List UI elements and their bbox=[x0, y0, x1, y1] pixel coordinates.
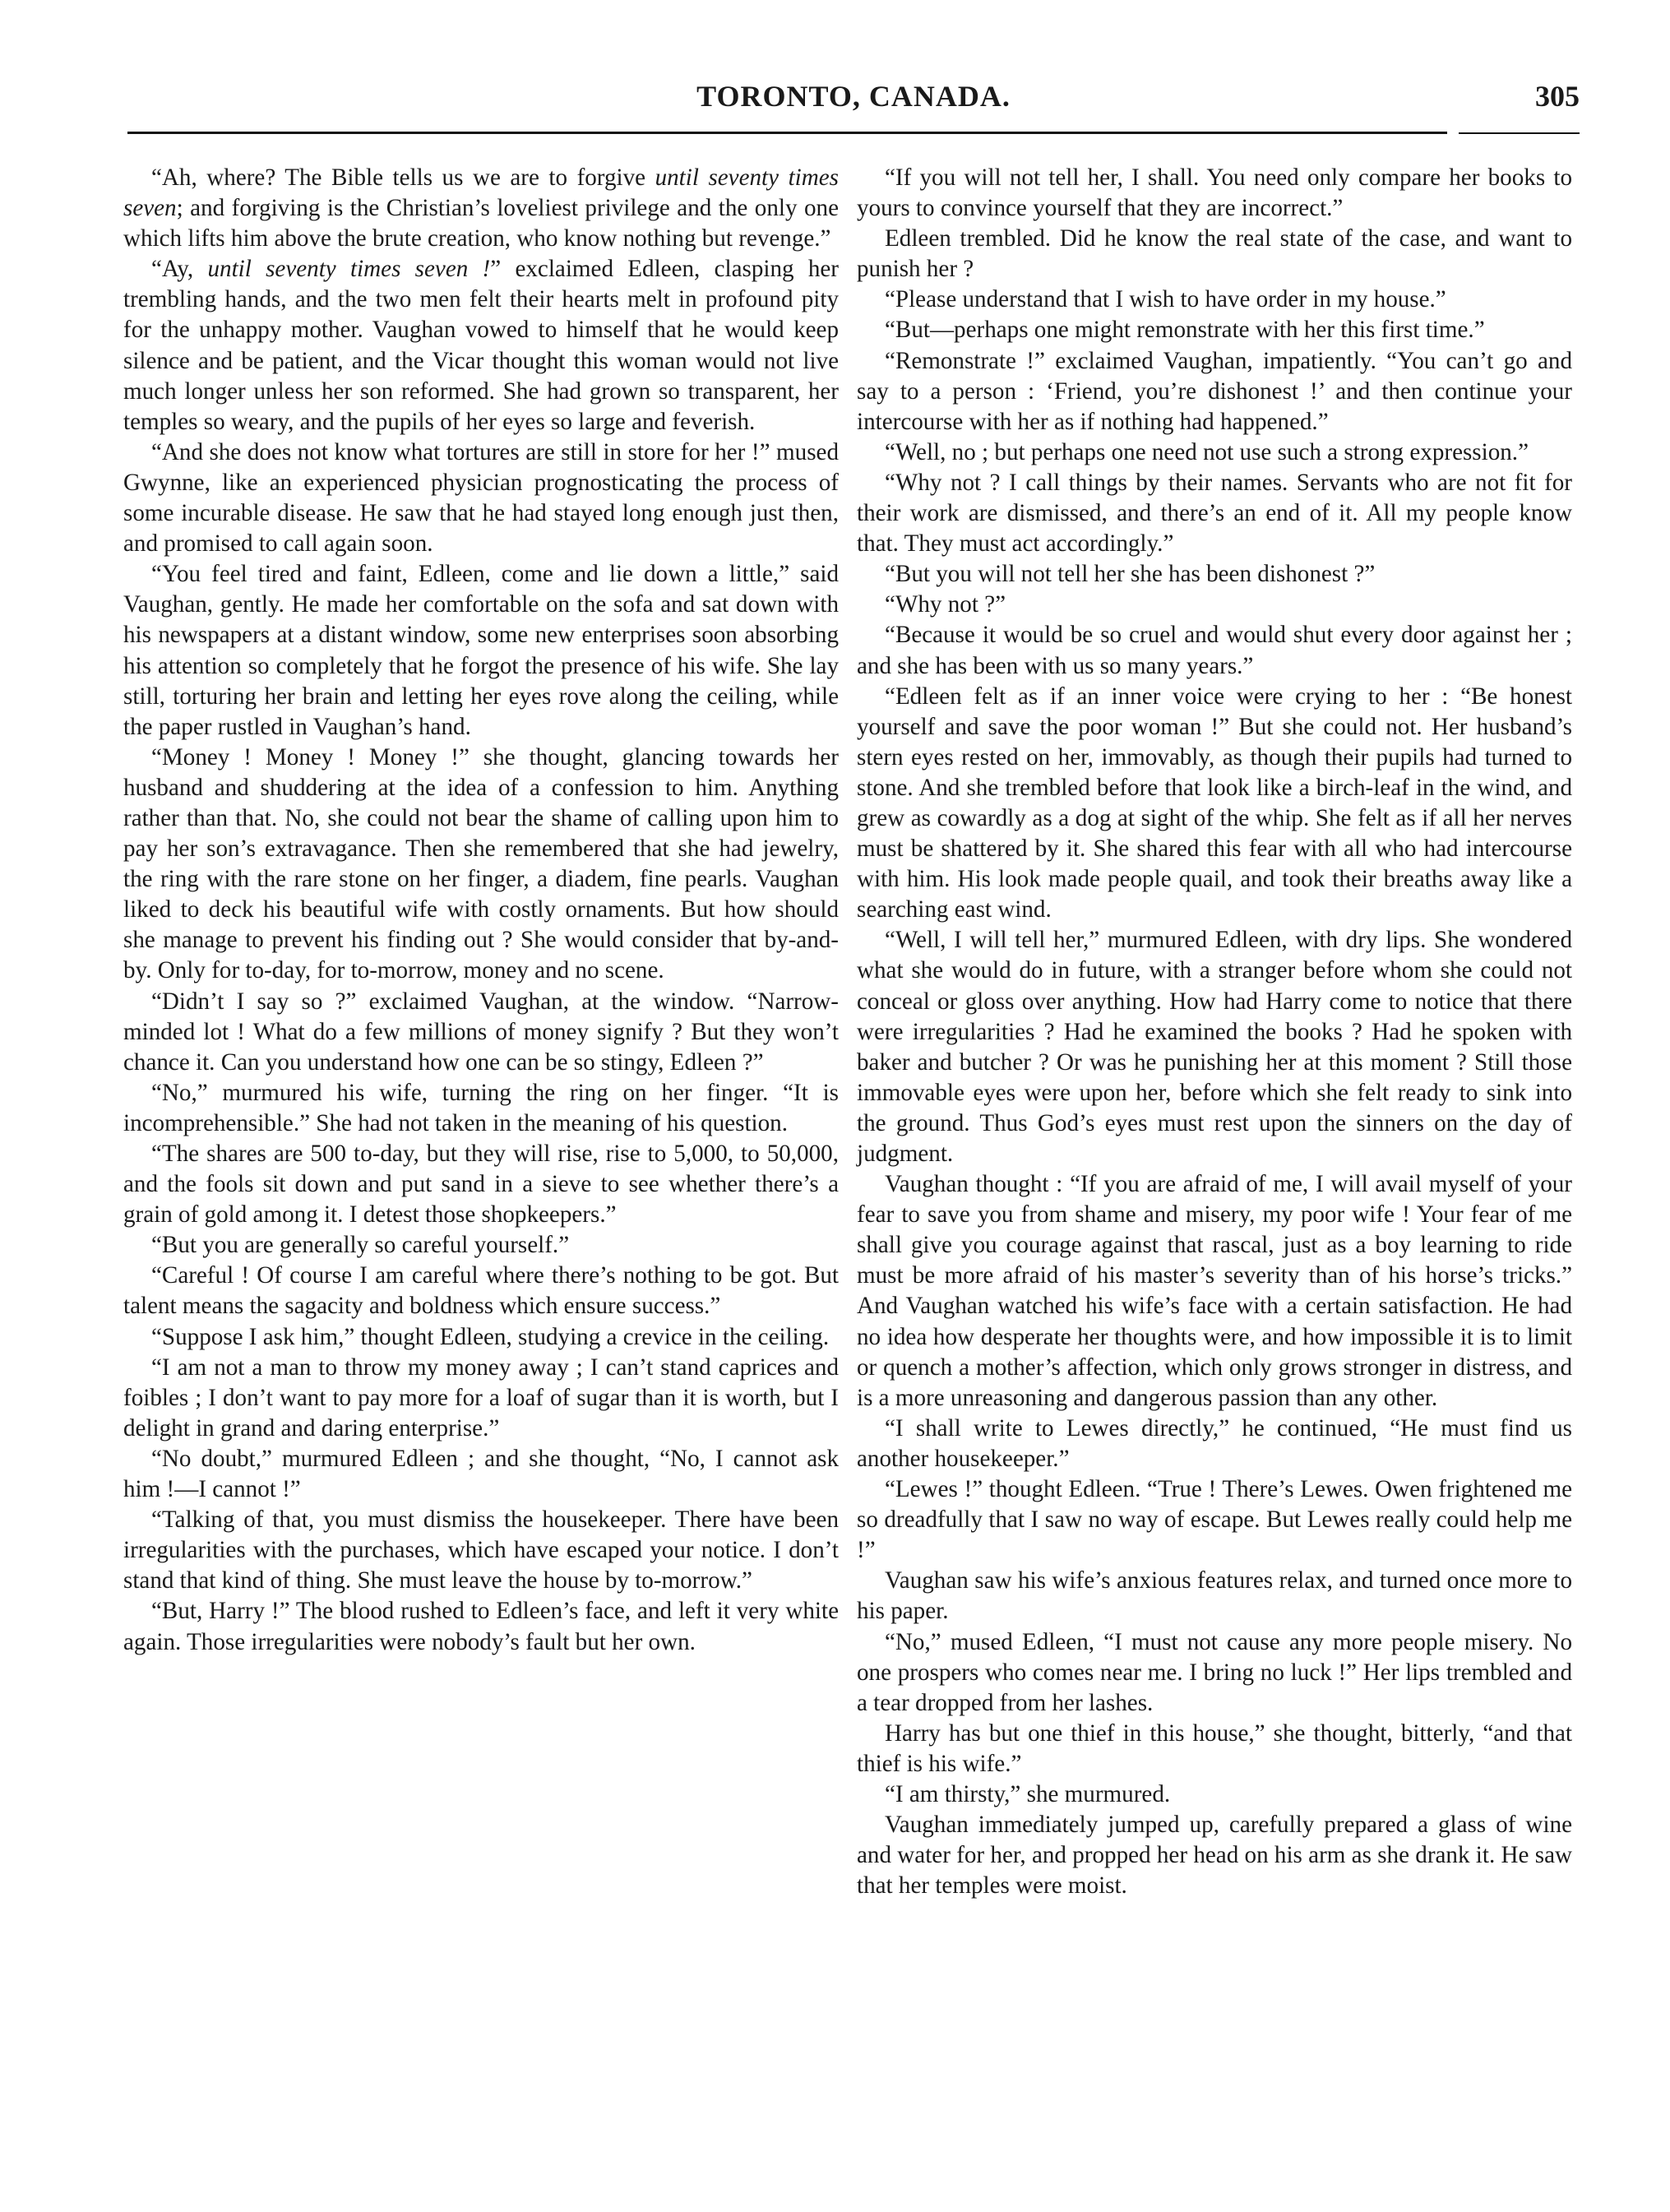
right-column bbox=[857, 163, 1572, 1901]
paragraph-text: “And she does not know what tortures are still in store for her !” mused Gwynne, like an experienced physician prognosticating the process of some incurable disease. He saw that he had stayed long enough just then, and promised to call again soon. bbox=[123, 438, 839, 558]
paragraph-text: “Please understand that I wish to have order in my house.” bbox=[885, 286, 1446, 313]
paragraph bbox=[857, 590, 1572, 620]
paragraph bbox=[857, 315, 1572, 345]
paragraph-text: Vaughan saw his wife’s anxious features relax, and turned once more to his paper. bbox=[857, 1567, 1572, 1625]
paragraph bbox=[857, 682, 1572, 926]
paragraph bbox=[857, 163, 1572, 224]
paragraph bbox=[857, 1779, 1572, 1810]
paragraph bbox=[123, 743, 839, 987]
paragraph-text: “Suppose I ask him,” thought Edleen, studying a crevice in the ceiling. bbox=[151, 1323, 830, 1350]
paragraph bbox=[857, 468, 1572, 559]
paragraph-text: “Why not ?” bbox=[885, 591, 1006, 618]
paragraph bbox=[857, 1169, 1572, 1414]
paragraph-text: “But you are generally so careful yourself.” bbox=[151, 1232, 570, 1259]
paragraph-text: “I am not a man to throw my money away ; I can’t stand caprices and foibles ; I don’t want to pay more for a loaf of sugar than it is worth, but I delight in grand and daring enterprise.” bbox=[123, 1354, 839, 1442]
paragraph bbox=[857, 346, 1572, 437]
paragraph bbox=[123, 1505, 839, 1596]
paragraph-text: “The shares are 500 to-day, but they will rise, rise to 5,000, to 50,000, and the fools sit down and put sand in a sieve to see whether there’s a grain of gold among it. I detest those shopkeepers.” bbox=[123, 1141, 839, 1229]
paragraph-text: Vaughan thought : “If you are afraid of me, I will avail myself of your fear to save you from shame and misery, my poor wife ! Your fear of me shall give you courage against that rascal, just as a boy learning to ride must be more afraid of his master’s severity than of his horse’s tricks.” And Vaughan watched his wife’s face with a certain satisfaction. He had no idea how desperate her thoughts were, and how impossible it is to limit or quench a mother’s affection, which only grows stronger in distress, and is a more unreasoning and dangerous passion than any other. bbox=[857, 1171, 1572, 1411]
page-number: 305 bbox=[1535, 80, 1580, 113]
left-column bbox=[123, 163, 839, 1658]
paragraph-text: ” exclaimed Edleen, clasping her trembling hands, and the two men felt their hearts melt in profound pity for the unhappy mother. Vaughan vowed to himself that he would keep silence and be patient, and the Vicar thought this woman would not live much longer unless her son reformed. She had grown so transparent, her temples so weary, and the pupils of her eyes so large and feverish. bbox=[123, 256, 839, 435]
paragraph-text: “No doubt,” murmured Edleen ; and she thought, “No, I cannot ask him !—I cannot !” bbox=[123, 1445, 839, 1503]
paragraph bbox=[857, 1719, 1572, 1779]
paragraph-text: “I am thirsty,” she murmured. bbox=[885, 1780, 1171, 1807]
paragraph bbox=[123, 1322, 839, 1353]
paragraph-text: ; and forgiving is the Christian’s loveliest privilege and the only one which lifts him above the brute creation, who know nothing but revenge.” bbox=[123, 195, 839, 252]
paragraph bbox=[857, 1414, 1572, 1474]
italic-text: until seventy times seven bbox=[123, 164, 839, 222]
paragraph bbox=[857, 437, 1572, 468]
paragraph bbox=[123, 254, 839, 437]
paragraph bbox=[857, 285, 1572, 315]
paragraph-text: “Careful ! Of course I am careful where there’s nothing to be got. But talent means the sagacity and boldness which ensure success.” bbox=[123, 1262, 839, 1320]
paragraph-text: “Remonstrate !” exclaimed Vaughan, impatiently. “You can’t go and say to a person : ‘Friend, you’re dishonest !’ and then continue your intercourse with her as if nothing had happened.” bbox=[857, 347, 1572, 435]
header-rule bbox=[127, 132, 1447, 134]
paragraph-text: “You feel tired and faint, Edleen, come and lie down a little,” said Vaughan, gently. He made her comfortable on the sofa and sat down with his newspapers at a distant window, some new enterprises soon absorbing his attention so completely that he forgot the presence of his wife. She lay still, torturing her brain and letting her eyes rove along the ceiling, while the paper rustled in Vaughan’s hand. bbox=[123, 561, 839, 740]
paragraph-text: Harry has but one thief in this house,” she thought, bitterly, “and that thief is his wife.” bbox=[857, 1719, 1572, 1777]
paragraph bbox=[857, 1474, 1572, 1566]
paragraph bbox=[857, 1627, 1572, 1719]
paragraph-text: “Because it would be so cruel and would shut every door against her ; and she has been with us so many years.” bbox=[857, 622, 1572, 679]
paragraph-text: “I shall write to Lewes directly,” he continued, “He must find us another housekeeper.” bbox=[857, 1414, 1572, 1472]
paragraph-text: Vaughan immediately jumped up, carefully prepared a glass of wine and water for her, and propped her head on his arm as she drank it. He saw that her temples were moist. bbox=[857, 1812, 1572, 1900]
paragraph bbox=[123, 987, 839, 1078]
paragraph bbox=[123, 1230, 839, 1261]
paragraph bbox=[123, 1139, 839, 1230]
paragraph bbox=[123, 1596, 839, 1657]
paragraph bbox=[857, 925, 1572, 1169]
paragraph bbox=[857, 1810, 1572, 1901]
paragraph-text: “Didn’t I say so ?” exclaimed Vaughan, at the window. “Narrow-minded lot ! What do a few millions of money signify ? But they won’t chance it. Can you understand how one can be so stingy, Edleen ?” bbox=[123, 988, 839, 1076]
paragraph bbox=[123, 1444, 839, 1505]
paragraph-text: “Well, no ; but perhaps one need not use such a strong expression.” bbox=[885, 438, 1529, 465]
paragraph-text: “But you will not tell her she has been dishonest ?” bbox=[885, 561, 1376, 588]
paragraph-text: “Money ! Money ! Money !” she thought, glancing towards her husband and shuddering at the idea of a confession to him. Anything rather than that. No, she could not bear the shame of calling upon him to pay her son’s extravagance. Then she remembered that she had jewelry, the ring with the rare stone on her finger, a diadem, fine pearls. Vaughan liked to deck his beautiful wife with costly ornaments. But how should she manage to prevent his finding out ? She would consider that by-and-by. Only for to-day, for to-morrow, money and no scene. bbox=[123, 743, 839, 984]
paragraph bbox=[123, 163, 839, 254]
running-title: TORONTO, CANADA. bbox=[696, 80, 1011, 113]
paragraph-text: “Well, I will tell her,” murmured Edleen, with dry lips. She wondered what she would do in future, with a stranger before whom she could not conceal or gloss over anything. How had Harry come to notice that there were irregularities ? Had he examined the books ? Had he spoken with baker and butcher ? Or was he punishing her at this moment ? Still those immovable eyes were upon her, before which she felt ready to sink into the ground. Thus God’s eyes must rest upon the sinners on the day of judgment. bbox=[857, 927, 1572, 1167]
paragraph bbox=[123, 1078, 839, 1139]
paragraph bbox=[857, 224, 1572, 285]
paragraph-text: “Ay, bbox=[151, 256, 208, 283]
paragraph-text: “No,” murmured his wife, turning the ring on her finger. “It is incomprehensible.” She had not taken in the meaning of his question. bbox=[123, 1079, 839, 1136]
paragraph-text: “No,” mused Edleen, “I must not cause any more people misery. No one prospers who comes near me. I bring no luck !” Her lips trembled and a tear dropped from her lashes. bbox=[857, 1628, 1572, 1716]
paragraph bbox=[857, 620, 1572, 681]
paragraph-text: “Ah, where? The Bible tells us we are to forgive bbox=[151, 164, 655, 191]
paragraph-text: Edleen trembled. Did he know the real state of the case, and want to punish her ? bbox=[857, 225, 1572, 283]
paragraph-text: “But, Harry !” The blood rushed to Edleen’s face, and left it very white again. Those irregularities were nobody’s fault but her own. bbox=[123, 1598, 839, 1655]
paragraph-text: “Why not ? I call things by their names. Servants who are not fit for their work are dismissed, and there’s an end of it. All my people know that. They must act accordingly.” bbox=[857, 469, 1572, 558]
paragraph-text: “If you will not tell her, I shall. You need only compare her books to yours to convince yourself that they are incorrect.” bbox=[857, 164, 1572, 222]
paragraph-text: “Edleen felt as if an inner voice were crying to her : “Be honest yourself and save the poor woman !” But she could not. Her husband’s stern eyes rested on her, immovably, as though their pupils had turned to stone. And she trembled before that look like a birch-leaf in the wind, and grew as cowardly as a dog at sight of the whip. She felt as if all her nerves must be shattered by it. She shared this fear with all who had intercourse with him. His look made people quail, and took their breaths away like a searching east wind. bbox=[857, 683, 1572, 923]
paragraph-text: “Talking of that, you must dismiss the housekeeper. There have been irregularities with the purchases, which have escaped your notice. I don’t stand that kind of thing. She must leave the house by to-morrow.” bbox=[123, 1506, 839, 1594]
paragraph bbox=[123, 1353, 839, 1444]
header-rule-short bbox=[1459, 132, 1580, 134]
running-head bbox=[127, 79, 1580, 128]
italic-text: until seventy times seven ! bbox=[207, 256, 491, 283]
paragraph-text: “But—perhaps one might remonstrate with her this first time.” bbox=[885, 317, 1485, 344]
paragraph bbox=[123, 1261, 839, 1321]
paragraph-text: “Lewes !” thought Edleen. “True ! There’s Lewes. Owen frightened me so dreadfully that I saw no way of escape. But Lewes really could help me !” bbox=[857, 1476, 1572, 1564]
paragraph bbox=[857, 1566, 1572, 1627]
paragraph bbox=[123, 437, 839, 559]
paragraph bbox=[123, 559, 839, 743]
paragraph bbox=[857, 559, 1572, 590]
